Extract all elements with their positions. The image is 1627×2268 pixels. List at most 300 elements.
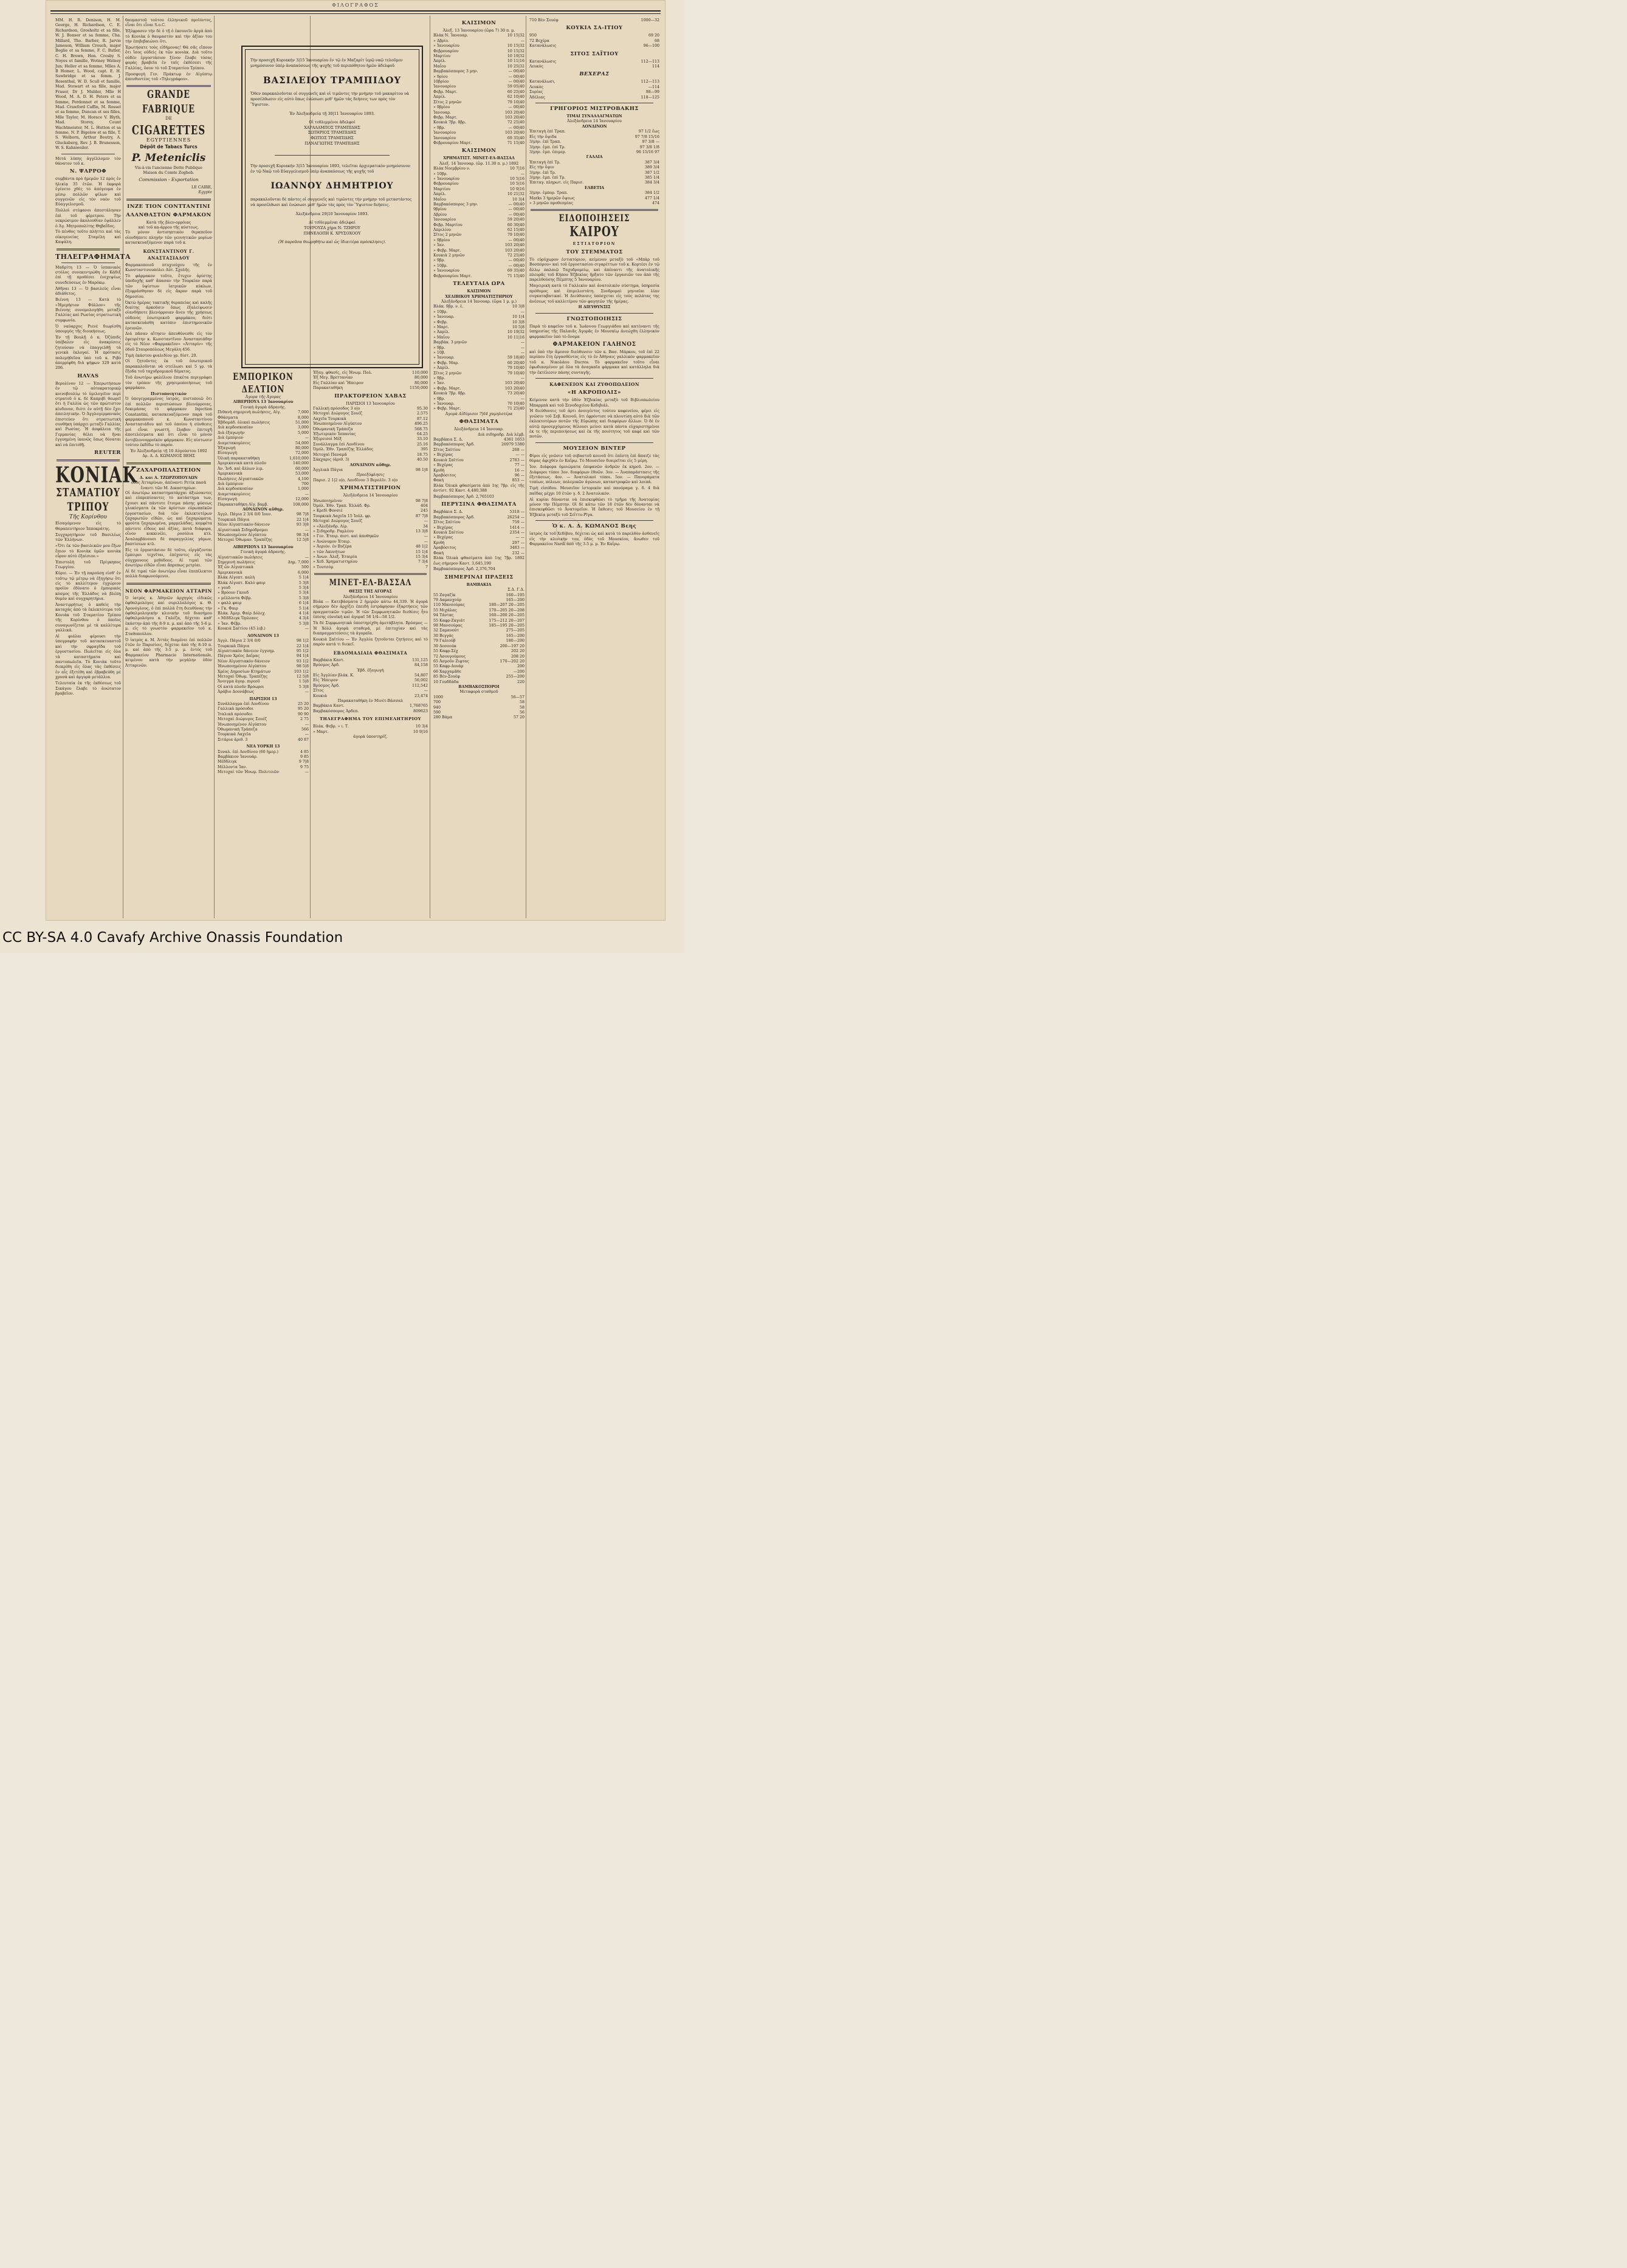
price-label: 950 bbox=[529, 33, 537, 38]
price-row bbox=[433, 136, 525, 141]
price-row bbox=[313, 678, 428, 683]
price-label: Μαΐου bbox=[433, 64, 446, 69]
price-row bbox=[313, 550, 428, 555]
price-label: » Βεχέρας bbox=[433, 525, 453, 530]
price-value: 103 20|40 bbox=[504, 243, 525, 248]
price-row bbox=[313, 453, 428, 458]
price-row bbox=[529, 18, 659, 23]
price-label: » μέλλοντα Φέβρ. bbox=[218, 596, 252, 600]
divider bbox=[126, 583, 211, 585]
price-value: — bbox=[304, 690, 309, 695]
price-value: 95 1|2 bbox=[296, 648, 309, 653]
price-value: 103 20|40 bbox=[504, 131, 525, 136]
price-label: Πιθανὴ σημερινὴ πωλήσεις, Αἰγ. bbox=[218, 410, 281, 415]
price-label: » Φεβρ. Μαρτ. bbox=[433, 407, 461, 411]
price-row bbox=[433, 223, 525, 228]
price-row bbox=[313, 560, 428, 565]
divider bbox=[126, 199, 211, 201]
price-value: 110,000 bbox=[411, 371, 428, 375]
price-label: Ἀράβιο Δουνάβεως bbox=[218, 690, 255, 695]
price-row bbox=[433, 207, 525, 212]
price-label: Ἡνωποιημένον bbox=[313, 498, 343, 503]
price-row bbox=[433, 330, 525, 335]
museum-text: Ἰον. Διάφορα ὁμοιώματα ἐπιφανῶν ἀνδρῶν ἐκ κηροῦ. 2ον. — Διάφοροι τύποι 3ον. διαφόρων ἐθνῶν. 3ον. — Ἀναπαράστασις τῆς ἐξετάσεως. 4ον. — Ἀνατολικοὶ τόποι. 5ον. — Πανοράματα τοπίων, πόλεων, πολεμικῶν ἀγώνων, καταστροφῶν καὶ λοιπά. bbox=[529, 465, 659, 485]
price-label: Ἐξ ὧν Αἰγυπτιακὰ bbox=[218, 565, 253, 570]
price-row bbox=[313, 504, 428, 509]
price-label: Παρισ. 2 1|2 ο|ο, Λονδῖνον 3 Βερολῖν. 3 ο|ο bbox=[313, 478, 398, 483]
section-heading: ΣΙΤΟΣ ΣΑΪΤΙΟΥ bbox=[570, 50, 619, 57]
price-row bbox=[313, 730, 428, 735]
price-label: 79 Γαλιούβ bbox=[433, 639, 456, 644]
price-label: Διὰ ἐμπόριον bbox=[218, 436, 244, 441]
price-row bbox=[433, 315, 525, 320]
price-value: 385 1/4 bbox=[644, 175, 659, 180]
price-value: 58 bbox=[519, 700, 525, 705]
price-row bbox=[313, 514, 428, 519]
price-value: 40 87 bbox=[297, 737, 309, 742]
price-label: Κατανάλωσις bbox=[529, 59, 557, 64]
price-value: 16 — bbox=[514, 468, 525, 473]
price-table bbox=[433, 593, 525, 685]
price-label: » 9βρ. bbox=[433, 396, 445, 401]
price-label: Κουκιὰ Σαϊτίου bbox=[433, 458, 464, 462]
price-table bbox=[529, 129, 659, 155]
price-label: » Ἰαν. bbox=[433, 243, 445, 248]
injection-text: Τὸ φάρμακον τοῦτο, ἔτυχεν ἀρίστης ὑποδοχῆς καθ' ἅπασαν τὴν Τουρκίαν παρὰ τῶν ὑψίστων ἰατρικῶν κύκλων, ἐξεφράσθησαν δὲ εἰς ἄκρον παρὰ τοῦ δημοσίου. bbox=[125, 273, 212, 299]
confectionery-title: ΖΑΧΑΡΟΠΛΑΣΤΕΙΟΝ bbox=[136, 467, 201, 473]
telegram: Ἐν τῇ Βουλῇ ὁ κ. Ὀζύπιδς ὑπέβαλεν εἰς ἀνακρίσεις ζητούσαν νὰ ἐπαγγελθῇ τὰ γενικὰ ἐκλογαί. Ἡ πρότασις πολεμήθεῖσα ὑπὸ τοῦ κ. Ριβὸ ἀπερρίφθη διὰ ψήφων 329 κατὰ 206. bbox=[55, 335, 121, 371]
price-label: 98 Μανσούρας bbox=[433, 624, 463, 628]
price-row bbox=[529, 90, 659, 95]
price-value: 51,000 bbox=[295, 421, 309, 425]
price-value: 64.25 bbox=[416, 432, 428, 437]
price-label: Ὁμόλ. Ἐθν. Τραπ. Ἑλλάδ. Φρ. bbox=[313, 503, 371, 508]
price-row bbox=[433, 141, 525, 146]
section-sub: ΧΕΔΙΒΙΚΟΥ ΧΡΗΜΑΤΙΣΤΗΡΙΟΥ bbox=[445, 294, 513, 299]
price-value: — bbox=[304, 555, 309, 560]
price-value: 112—113 bbox=[641, 59, 659, 64]
price-row bbox=[218, 571, 309, 576]
section-heading: ΦΘΑΣΙΜΑΤΑ bbox=[459, 419, 499, 425]
price-label: Βλάκ Ν. Ἰανουαρ. bbox=[433, 33, 469, 38]
price-table bbox=[433, 438, 525, 484]
price-value: 79 10|40 bbox=[507, 100, 525, 105]
price-row bbox=[218, 538, 309, 543]
injection-text: Διὰ πᾶσαν αἴτησιν ἀπευθύνεσθε εἰς τὸν ἐφευρέτην κ. Κωνσταντῖνον Ἀναστασιάδην εἰς τὸ Νέον «Φαρμακεῖον» «Ἀτταρίν» τῆς ὁδοῦ Σταυροπόλεως Μεγάλη 456. bbox=[125, 332, 212, 352]
price-row bbox=[218, 616, 309, 621]
price-value: 62 15|40 bbox=[507, 228, 525, 233]
price-label: » Μίδδλιγκ Ὄρλεανς bbox=[218, 616, 258, 621]
price-value: 10 25|32 bbox=[507, 64, 525, 69]
price-value: 2.575 bbox=[416, 411, 428, 416]
price-value: 1000—32 bbox=[641, 18, 659, 22]
price-table bbox=[529, 80, 659, 100]
column-5 bbox=[433, 18, 525, 915]
section-sub: Προεξόφλησις bbox=[356, 473, 385, 478]
price-label: Τουρκικὰ Λαχεῖα 15 Ἰούλ. φρ. bbox=[313, 514, 371, 518]
section-heading: ΚΑΙΣΙΜΟΝ bbox=[461, 148, 497, 154]
price-value: 79 10|40 bbox=[507, 371, 525, 376]
price-row bbox=[218, 755, 309, 760]
price-row bbox=[529, 191, 659, 196]
bulletin-sub: ΛΙΒΕΡΠΟΥΛ 13 Ἰανουαρίου bbox=[233, 545, 294, 549]
price-row bbox=[433, 213, 525, 218]
price-value: — bbox=[304, 492, 309, 497]
price-label: 3/μην. ἐπὶ Τραπ. bbox=[529, 140, 562, 145]
price-row bbox=[433, 715, 525, 720]
price-label: Βαμβάκιον Ἰανουάρ. bbox=[218, 755, 258, 760]
price-row bbox=[218, 712, 309, 717]
price-value: — bbox=[520, 376, 525, 380]
price-label: Ἀν. Ἰνδ. καὶ ἄλλων λιμ. bbox=[218, 466, 264, 471]
price-value: 180—200 bbox=[506, 639, 525, 644]
price-value: 95 20 bbox=[297, 707, 309, 712]
price-label: Βαμβακόσπορος Ἀρδ. bbox=[433, 442, 475, 447]
price-label: Σῖτος 2 μηνῶν bbox=[433, 100, 462, 105]
price-value: 9 75 bbox=[300, 765, 309, 769]
price-row bbox=[433, 453, 525, 458]
price-value: 98—99 bbox=[645, 90, 659, 95]
price-row bbox=[433, 546, 525, 551]
price-row bbox=[433, 335, 525, 340]
bulletin-sub: ΛΟΝΔΙΝΟΝ αὔθημ. bbox=[243, 507, 284, 512]
price-row bbox=[218, 622, 309, 627]
price-value: 71 15|40 bbox=[507, 140, 525, 145]
price-label: Ὁμόλ. Ἐθν. Τραπέζης Ἑλλάδος bbox=[313, 447, 374, 452]
price-value: 26254 — bbox=[507, 515, 525, 520]
price-row bbox=[529, 60, 659, 64]
price-value: 5 1|4 bbox=[298, 606, 309, 611]
cafe-text: Κείμενον κατὰ τὴν ὁδὸν Ἐζβεκίας μεταξὺ τοῦ Βιβλιοπωλείου Μπαρμπὰ καὶ τοῦ Ξενοδοχείου Κεδιβιάλ. bbox=[529, 398, 659, 408]
cognac-text: Εἰσαγόμενον εἰς τὸ Θεραπευτήριον Ἰπποκράτης. bbox=[55, 521, 121, 531]
price-row bbox=[433, 376, 525, 381]
price-row bbox=[433, 269, 525, 273]
cafe-name: «Η ΑΚΡΟΠΟΛΙΣ» bbox=[568, 390, 621, 396]
price-row bbox=[313, 381, 428, 386]
price-value: 69 35|40 bbox=[507, 136, 525, 140]
price-value: 87.12 bbox=[416, 416, 428, 421]
price-label: » Ἰανουαρ. bbox=[433, 402, 455, 407]
price-value: 1,768765 bbox=[409, 704, 428, 709]
certificate-text: Ὁ ὑπογεγραμμένος ἰατρός, πιστοποιῶ ὅτι ἐπὶ πολλῶν περιπτώσεων βλενόρροιας, δοκιμάσας τὸ φάρμακον Injection Constantini, κατασκευαζόμενον παρὰ τοῦ φαρμακοποιοῦ κ. Κωνσταντίνου Ἀναστασιάδου καὶ τοῦ ὁποίου ἡ σύνθεσις μοὶ εἶναι γνωστή, ἔλαβον ἐπιτυχῆ ἀποτελέσματα καὶ ὅτι εἶναι τὸ μόνον ἀντιβλεννορροϊκὸν φάρμακον. Εἰς πίστωσιν τούτου ἐκδίδω τὸ παρόν. bbox=[125, 397, 212, 447]
price-value: 25 20 bbox=[297, 701, 309, 706]
death-text: συμβάντα πρὸ ἡμερῶν 12 πρὸς ἐν ἡλικίᾳ 35 ἐτῶν. Ἡ ἐκφορὰ ἐγένετο χθὲς τὸ ἀπόγευμα ἐν μέσῳ πολλῶν φίλων καὶ συγγενῶν εἰς τὸν ναὸν τοῦ Εὐαγγελισμοῦ. bbox=[55, 177, 121, 207]
column-rule bbox=[214, 16, 215, 918]
price-value: — 00|40 bbox=[508, 202, 525, 207]
price-label: Νέον Αἰγυπτιακὸν δάνειον bbox=[218, 523, 270, 527]
price-row bbox=[218, 487, 309, 492]
price-label: Μετοχαὶ Διώρυγος Σουέζ bbox=[218, 717, 267, 722]
price-row bbox=[433, 438, 525, 442]
price-row bbox=[433, 700, 525, 705]
price-value: 140,000 bbox=[292, 461, 309, 466]
price-row bbox=[529, 160, 659, 165]
price-value: 6,000 bbox=[297, 570, 309, 575]
price-label: Διὰ ἐξαγωγήν bbox=[218, 430, 245, 435]
memorial-box bbox=[241, 46, 423, 368]
agency-heading: REUTER bbox=[94, 450, 121, 456]
price-row bbox=[433, 361, 525, 366]
price-row bbox=[433, 473, 525, 478]
price-row bbox=[313, 658, 428, 663]
price-value: 12,000 bbox=[295, 497, 309, 502]
price-row bbox=[433, 695, 525, 700]
price-value: 10 3|4 bbox=[512, 197, 525, 202]
page bbox=[0, 0, 684, 953]
price-row bbox=[529, 39, 659, 44]
price-value: 568.75 bbox=[414, 427, 428, 431]
price-row bbox=[433, 182, 525, 187]
price-row bbox=[433, 84, 525, 89]
price-row bbox=[433, 346, 525, 351]
restaurant-signature: Η ΔΙΕΥΘΥΝΣΙΣ bbox=[578, 305, 611, 310]
price-row bbox=[313, 447, 428, 452]
price-value: 59 05|40 bbox=[507, 84, 525, 89]
price-row bbox=[433, 407, 525, 411]
price-row bbox=[433, 243, 525, 248]
injection-text: Τιμὴ ἑκάστου φιαλιδίου γρ. δίστ. 20. bbox=[125, 353, 198, 358]
minet-heading: ΜΙΝΕΤ-ΕΛ-ΒΑΣΣΑΛ bbox=[329, 577, 412, 588]
price-row bbox=[529, 201, 659, 206]
price-value: — bbox=[304, 436, 309, 441]
price-label: 590 bbox=[433, 710, 441, 715]
telegram-heading: ΤΗΛΕΓΡΑΦΗΜΑ ΤΟΥ ΕΠΙΜΕΛΗΤΗΡΙΟΥ bbox=[319, 716, 422, 722]
confectionery-address: ὁδὸς Ἀτταρίνων, ἀπέναντι Ρετίκ πασᾶ ἔναντι τῶν Μ. Δικαστηρίων. bbox=[131, 481, 207, 490]
restaurant-label: ΕΣΤΙΑΤΟΡΙΟΝ bbox=[573, 242, 616, 247]
price-value: 275—205 bbox=[506, 628, 525, 633]
section-sub: ΛΟΝΔΙΝΟΝ bbox=[582, 124, 607, 129]
price-value: 232 — bbox=[512, 551, 525, 555]
cognac-text: «Ὅτι ἐκ τῶν βασιλικῶν μου ἔξων ἔπιον τὸ Κονιὰκ ὑμῶν κονιὰκ εὗρον αὐτὸ ἐξαίσιον.» bbox=[55, 544, 121, 558]
top-rule bbox=[50, 10, 661, 14]
price-label: Ἀπρίλ. bbox=[433, 59, 446, 64]
price-row bbox=[433, 478, 525, 483]
price-label: Βαμβακόσπορος Ἀρδεπ. bbox=[313, 709, 359, 713]
price-label: Ἰταλικὰ πρόσοδοι bbox=[218, 712, 253, 716]
price-value: 384 1/2 bbox=[644, 191, 659, 196]
price-value: 5,000 bbox=[297, 430, 309, 435]
price-row bbox=[433, 249, 525, 253]
price-row bbox=[433, 644, 525, 649]
brokers-heading: ΠΡΑΚΤΟΡΕΙΟΝ ΧΑΒΑΣ bbox=[334, 393, 407, 399]
price-row bbox=[218, 451, 309, 456]
price-row bbox=[433, 187, 525, 192]
price-value: 7 bbox=[425, 565, 428, 569]
price-value: 72 25|40 bbox=[507, 253, 525, 258]
price-value: 59 18|40 bbox=[507, 356, 525, 360]
price-row bbox=[313, 529, 428, 534]
price-value: 15 3|4 bbox=[415, 555, 428, 559]
price-value: 165—200 bbox=[506, 633, 525, 638]
price-label: » 9βρίου bbox=[433, 105, 450, 110]
price-value: 118—125 bbox=[641, 95, 659, 100]
price-row bbox=[433, 664, 525, 669]
price-label: Ἐπιταγὴ ἐπὶ Τρ. bbox=[529, 160, 561, 165]
price-label: Ἀμερικανικὰ bbox=[218, 570, 243, 575]
price-label: Ἀδέλιας bbox=[529, 95, 545, 100]
price-row bbox=[433, 33, 525, 38]
newspaper-page bbox=[46, 0, 666, 921]
price-value: 54,000 bbox=[295, 441, 309, 445]
pharmacy-text: Ὁ ἰατρὸς κ. Ἀθηνῶν ἀρχηγὸς εἰδικῶς ὀφθαλμολόγος καὶ συριλλολόγος κ. Θ. Ἀρονόγλους, ὁ ἐπὶ πολλὰ ἔτη διευθύνας τὴν ὀφθαλμολογικὴν κλινικὴν τοῦ διασήμου ὀφθαλμολόγου κ. Γαλέζα, δέχεται καθ' ἑκάστην ἀπὸ τῆς 8-9 π. μ. καὶ ἀπὸ τῆς 5-6 μ. μ. εἰς τὸ γνωστὸν φαρμακεῖον τοῦ κ. Σταθοπούλου. bbox=[125, 596, 212, 636]
price-label: Εἰς Γαλλίαν καὶ Ἤπειρον bbox=[313, 380, 363, 385]
price-value: 97 3/8 — bbox=[642, 140, 659, 145]
price-value: 23,474 bbox=[414, 693, 428, 698]
section-heading: ΚΑΙΣΙΜΟΝ bbox=[461, 20, 497, 26]
price-table bbox=[313, 658, 428, 668]
cognac-title: ΚΟΝΙΑΚ bbox=[55, 463, 137, 488]
price-value: 60 30|40 bbox=[507, 222, 525, 227]
price-value: 56—57 bbox=[511, 695, 525, 699]
section-sub: ΒΑΜΒΑΚΙΑ bbox=[466, 582, 492, 587]
price-label: Κουκιὰ 7βρ. 8βρ. bbox=[433, 391, 466, 396]
price-label: Λευκὸς bbox=[529, 64, 543, 69]
price-value: 72,000 bbox=[295, 451, 309, 456]
price-row bbox=[433, 100, 525, 105]
price-label: » 9βρ. bbox=[433, 125, 445, 130]
price-row bbox=[433, 510, 525, 515]
mourner: ΠΗΝΕΛΟΠΗ Κ. ΧΡΥΣΟΧΟΟΥ bbox=[303, 231, 361, 236]
price-row bbox=[433, 628, 525, 633]
price-value: 4361 1653 bbox=[503, 438, 525, 442]
price-value: 4 1|4 bbox=[298, 611, 309, 616]
divider bbox=[126, 85, 211, 87]
price-label: Ἰανουαρίου bbox=[433, 84, 456, 89]
price-label: » Ἰανουαρ. bbox=[433, 356, 455, 360]
price-label: Εἰς τὴν ὄψιδα bbox=[529, 134, 557, 139]
cigarette-address: Maison du Comte Zogheb. bbox=[143, 171, 194, 175]
restaurant-name: ΤΟΥ ΣΤΕΜΜΑΤΟΣ bbox=[566, 249, 623, 255]
price-label: Συρίας bbox=[529, 90, 543, 95]
price-value: — bbox=[520, 350, 525, 355]
price-row bbox=[218, 576, 309, 580]
price-label: 72 Ἀσουγούμους bbox=[433, 654, 466, 659]
price-row bbox=[313, 376, 428, 380]
price-row bbox=[433, 675, 525, 679]
cognac-text: Συγχαρητήριον τοῦ Βασιλέως τῶν Ἑλλήνων. bbox=[55, 532, 121, 543]
price-value: 98 5|8 bbox=[296, 664, 309, 669]
price-label: Ἀραβόσιτος bbox=[433, 473, 456, 478]
price-value: 853 — bbox=[512, 478, 525, 483]
price-label: Εἰσαγωγὴ bbox=[218, 451, 238, 456]
price-row bbox=[529, 64, 659, 69]
price-value: 1 5|8 bbox=[298, 679, 309, 684]
price-value: 97 1/2 ἕως bbox=[638, 129, 659, 134]
price-row bbox=[433, 371, 525, 376]
price-table bbox=[218, 639, 309, 695]
price-row bbox=[313, 704, 428, 709]
market-text: Βλάκ — Κατεβάσματα 2 ἡμερῶν κάτω 44,339. Ἡ ἀγορὰ σήμερον δὲν ἀρχίζει ἐπειδὴ ἐστράφησαν ἐξαρτήσεις τῶν πραγματικῶν τιμῶν. Ἡ τῶν Συμφωνητικῶν διεθέσις ἦτο ἐπίσης εὐνοϊκὴ καὶ ἀγοραῖ 58 1/4—58 1/2. bbox=[313, 600, 428, 620]
price-row bbox=[433, 238, 525, 243]
price-label: Σημερινὴ πωλήσεις bbox=[218, 560, 255, 565]
price-label: » 10β. bbox=[433, 350, 445, 355]
death-text: Τὸ πένθος τοῦτο πλήττει καὶ τὰς οἰκογενείας Σταμέλη καὶ Καψάλη. bbox=[55, 230, 121, 245]
price-table bbox=[529, 191, 659, 206]
price-table bbox=[218, 410, 309, 507]
bulletin-sub: ΝΕΑ ΥΟΡΚΗ 13 bbox=[246, 744, 280, 749]
price-row bbox=[433, 64, 525, 69]
price-label: 30 Δεσσούκ bbox=[433, 644, 456, 648]
price-value: — bbox=[520, 309, 525, 314]
price-label: Γαλλικὴ πρόσοδος 3 ο|ο bbox=[313, 407, 360, 411]
price-value: 180—207 20—205 bbox=[489, 603, 525, 608]
cigarette-heading: CIGARETTES bbox=[131, 122, 206, 137]
price-row bbox=[313, 411, 428, 416]
price-row bbox=[313, 673, 428, 678]
price-table bbox=[313, 478, 428, 483]
price-value: 10 3|8 bbox=[512, 304, 525, 309]
announcement-text: καὶ ὑπὸ τὴν ἄμεσον διεύθυνσιν τῶν κ. Βασ. Μάρκου, τοῦ ἐπὶ 22 περίπου ἔτη ἐργασθέντος εἰς τὸ ἐν Ἀθήναις γαλλικὸν φαρμακεῖον τοῦ κ. Νικολάου Ducros. Τὸ φαρμακεῖον τοῦτο εἶναι ἐφωδιασμένον μὲ ὅλα τὰ ἀναγκαῖα φάρμακα καὶ κατάλληλα διὰ τὴν ἐκτέλεσιν πάσης συνταγῆς. bbox=[529, 350, 659, 375]
price-row bbox=[313, 689, 428, 693]
doctor-heading: Ὁ κ. Α. Δ. ΚΩΜΑΝΟΣ Βεης bbox=[552, 523, 637, 530]
price-row bbox=[218, 607, 309, 611]
price-row bbox=[529, 85, 659, 90]
price-value: 2 75 bbox=[300, 717, 309, 722]
price-value: 3,000 bbox=[297, 425, 309, 430]
price-label: Βλάκ Αἰγυπτ. καλὴ bbox=[218, 576, 255, 580]
certificate-title: Πιστοποιητικόν bbox=[150, 391, 187, 396]
section-sub: Ἑβδ. ἐξαγωγὴ bbox=[357, 668, 384, 673]
price-label: 940 bbox=[433, 705, 441, 710]
price-value: 10 21|32 bbox=[507, 192, 525, 197]
injection-sub: Κατὰ τῆς βλεν-ορρόιας bbox=[146, 220, 191, 225]
price-value: 96—100 bbox=[643, 44, 659, 49]
price-value: 245 bbox=[420, 509, 428, 514]
price-value: 73 20|40 bbox=[507, 391, 525, 396]
price-label: Ἀμερικανικὰ bbox=[218, 472, 243, 476]
price-label: 3/μην. ἐμπ. ἐπὶ Τρ. bbox=[529, 145, 566, 149]
section-sub: ΧΡΗΜΑΤΙΣΤ. ΜΙΝΕΤ-ΕΛ-ΒΑΣΣΑΛ bbox=[443, 156, 515, 161]
price-label: 710 Βὲν Σουὲφ bbox=[529, 18, 559, 22]
price-label: » Μαρτ. bbox=[433, 325, 449, 329]
price-value: 15 1|4 bbox=[415, 549, 428, 554]
memorial-date: Ἀλεξάνδρεια 29|10 Ἰανουαρίου 1893. bbox=[295, 211, 369, 216]
price-value: 477 1/4 bbox=[644, 196, 659, 201]
mourners-intro: Αἱ τεθλιμμέναι ἀδελφαί bbox=[309, 221, 356, 225]
price-label: » Ἰανουαρ. bbox=[433, 315, 455, 320]
price-row bbox=[218, 492, 309, 497]
cigarette-title: GRANDE FABRIQUE bbox=[142, 89, 195, 116]
price-value: 103 20|40 bbox=[504, 381, 525, 386]
price-value: 3483 — bbox=[509, 546, 525, 551]
price-value: 10 5|8 bbox=[512, 325, 525, 329]
price-value: 94 1|4 bbox=[296, 654, 309, 659]
price-label: » 3 μηνῶν προθεσμίας bbox=[529, 201, 573, 205]
price-label: Λαχεῖα Τουρκικὰ bbox=[313, 416, 346, 421]
section-sub: ΘΕΣΙΣ ΤΗΣ ΑΓΟΡΑΣ bbox=[349, 589, 392, 594]
divider bbox=[535, 313, 653, 314]
section-sub: ΚΑΙΣΙΜΟΝ bbox=[467, 289, 491, 294]
price-value: 87 7|8 bbox=[415, 514, 428, 518]
price-table bbox=[313, 499, 428, 571]
price-table bbox=[218, 512, 309, 543]
injection-text: Τὸ μόνον ἀντισηπτικὸν θεραπεῦον οἰονδήποτε πληγὴν τῶν γεννητικῶν μορίων κατασκευαζόμενον παρὰ τοῦ κ. bbox=[125, 230, 212, 246]
price-label: Σιτάρια ἀριθ. 3 bbox=[218, 737, 248, 742]
price-label: Ἐξαγ. φθασῖς, εἰς Ἡνωμ. Πολ. bbox=[313, 371, 373, 375]
price-label: Ἐξ Μεγ. Βρεττανίαν bbox=[313, 376, 353, 380]
price-label: Ἄνοιγμα ἀγορ. πιρεοῦ bbox=[218, 679, 260, 684]
price-label: Ἐξαγωγὴ bbox=[218, 446, 236, 451]
section-heading: ΤΕΛΕΥΤΑΙΑ ΩΡΑ bbox=[453, 281, 505, 287]
price-value: — bbox=[520, 340, 525, 345]
price-value: 13 3|8 bbox=[415, 529, 428, 534]
price-label: Διὰ κερδοσκοπίαν bbox=[218, 425, 253, 430]
cognac-cont: θαυμαστοῦ τούτου ἑλληνικοῦ προϊόντος, εἶναι ὅτι εἶναι S.o.C. bbox=[125, 18, 212, 28]
price-value: 10 3|4 bbox=[415, 724, 428, 729]
price-row bbox=[433, 710, 525, 715]
price-value: 395 bbox=[420, 447, 428, 452]
pharmacy-title: ΝΕΟΝ ΦΑΡΜΑΚΕΙΟΝ ΑΤΤΑΡΙΝ bbox=[125, 588, 212, 594]
